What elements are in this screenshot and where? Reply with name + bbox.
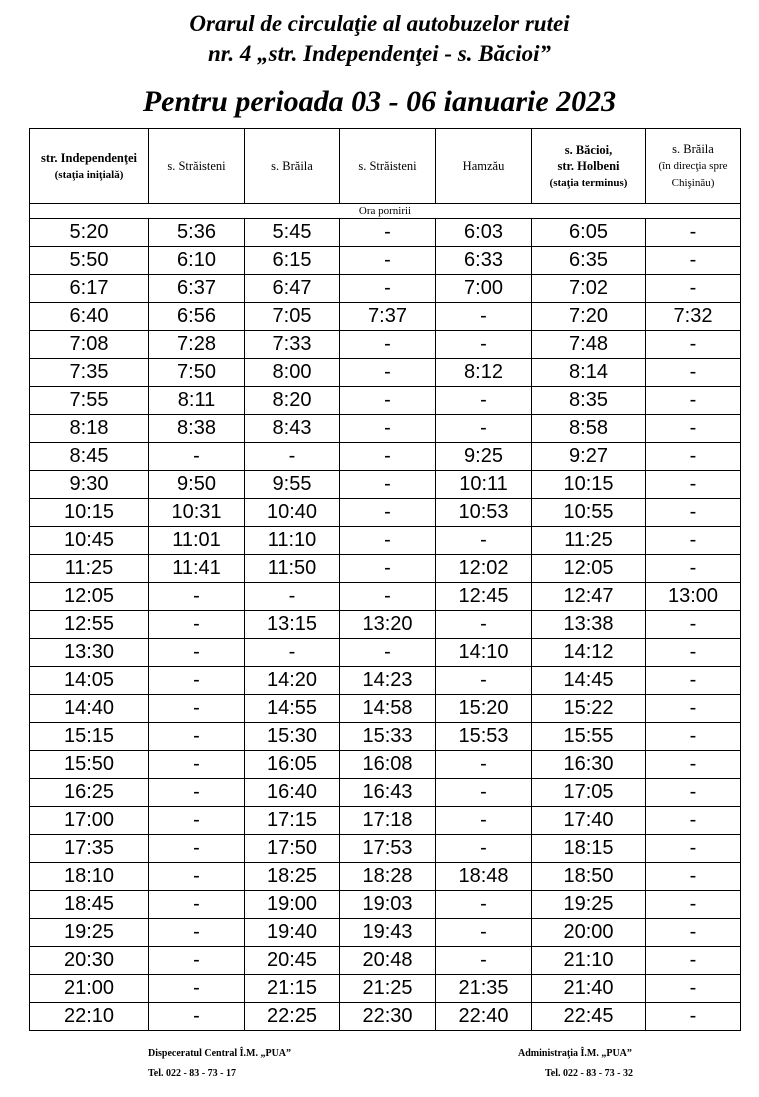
table-row [30, 331, 741, 359]
table-row [30, 863, 741, 891]
time-cell: - [245, 443, 340, 471]
column-header-hamzau [436, 129, 532, 204]
time-cell: 9:30 [30, 471, 149, 499]
time-cell: 7:48 [532, 331, 646, 359]
time-cell: 17:15 [245, 807, 340, 835]
time-cell: - [646, 779, 741, 807]
time-cell: 6:40 [30, 303, 149, 331]
table-row [30, 891, 741, 919]
departure-time-label: Ora pornirii [30, 204, 741, 219]
time-cell: - [340, 443, 436, 471]
time-cell: 20:48 [340, 947, 436, 975]
table-row [30, 611, 741, 639]
time-cell: - [245, 639, 340, 667]
time-cell: 22:30 [340, 1003, 436, 1031]
time-cell: 6:37 [149, 275, 245, 303]
time-cell: 15:30 [245, 723, 340, 751]
time-cell: 7:37 [340, 303, 436, 331]
time-cell: - [436, 667, 532, 695]
time-cell: 12:05 [532, 555, 646, 583]
time-cell: - [245, 583, 340, 611]
table-row [30, 751, 741, 779]
time-cell: 11:25 [30, 555, 149, 583]
time-cell: - [646, 527, 741, 555]
time-cell: - [340, 471, 436, 499]
time-cell: 6:33 [436, 247, 532, 275]
column-header-row [30, 129, 741, 204]
time-cell: - [436, 331, 532, 359]
administration-name: Administraţia Î.M. „PUA” [518, 1048, 632, 1059]
time-cell: 9:25 [436, 443, 532, 471]
time-cell: - [646, 947, 741, 975]
time-cell: 15:15 [30, 723, 149, 751]
time-cell: 12:47 [532, 583, 646, 611]
time-cell: 18:15 [532, 835, 646, 863]
time-cell: - [646, 639, 741, 667]
time-cell: - [340, 639, 436, 667]
time-cell: 5:45 [245, 219, 340, 247]
column-name: Hamzău [462, 159, 505, 173]
time-cell: - [340, 583, 436, 611]
time-cell: 14:23 [340, 667, 436, 695]
time-cell: 19:03 [340, 891, 436, 919]
time-cell: 13:00 [646, 583, 741, 611]
route-name: nr. 4 „str. Independenţei - s. Băcioi” [207, 41, 552, 66]
time-cell: 10:45 [30, 527, 149, 555]
time-cell: 6:15 [245, 247, 340, 275]
time-cell: 7:33 [245, 331, 340, 359]
time-cell: 8:11 [149, 387, 245, 415]
time-cell: - [646, 919, 741, 947]
time-cell: 6:10 [149, 247, 245, 275]
time-cell: 21:35 [436, 975, 532, 1003]
time-cell: - [646, 359, 741, 387]
time-cell: - [149, 919, 245, 947]
time-cell: 18:48 [436, 863, 532, 891]
time-cell: - [149, 863, 245, 891]
table-row [30, 499, 741, 527]
time-cell: - [646, 751, 741, 779]
administration-phone: Tel. 022 - 83 - 73 - 32 [545, 1068, 633, 1079]
table-row [30, 247, 741, 275]
time-cell: 7:00 [436, 275, 532, 303]
time-cell: 10:15 [532, 471, 646, 499]
time-cell: 16:30 [532, 751, 646, 779]
time-cell: 14:20 [245, 667, 340, 695]
column-note: (staţia iniţială) [54, 168, 124, 181]
time-cell: - [149, 779, 245, 807]
time-cell: 6:47 [245, 275, 340, 303]
time-cell: 22:25 [245, 1003, 340, 1031]
time-cell: 15:22 [532, 695, 646, 723]
time-cell: 14:05 [30, 667, 149, 695]
table-row [30, 1003, 741, 1031]
table-row [30, 303, 741, 331]
column-name: s. Străisteni [358, 159, 417, 173]
time-cell: - [646, 415, 741, 443]
time-cell: 10:55 [532, 499, 646, 527]
time-cell: 6:05 [532, 219, 646, 247]
time-cell: 5:20 [30, 219, 149, 247]
time-cell: 22:40 [436, 1003, 532, 1031]
time-cell: - [646, 219, 741, 247]
time-cell: 8:43 [245, 415, 340, 443]
time-cell: 17:18 [340, 807, 436, 835]
time-cell: 19:40 [245, 919, 340, 947]
time-cell: 13:30 [30, 639, 149, 667]
time-cell: 12:55 [30, 611, 149, 639]
time-cell: - [149, 835, 245, 863]
time-cell: 21:15 [245, 975, 340, 1003]
time-cell: - [646, 471, 741, 499]
time-cell: 15:50 [30, 751, 149, 779]
table-row [30, 415, 741, 443]
column-note: (în direcţia spre Chişinău) [658, 160, 728, 189]
time-cell: - [149, 807, 245, 835]
time-cell: 9:55 [245, 471, 340, 499]
time-cell: - [646, 555, 741, 583]
column-name: s. Băcioi, [564, 142, 613, 157]
time-cell: 16:25 [30, 779, 149, 807]
time-cell: 20:45 [245, 947, 340, 975]
time-cell: 7:50 [149, 359, 245, 387]
time-cell: - [646, 667, 741, 695]
time-cell: - [340, 555, 436, 583]
timetable [29, 128, 741, 1031]
time-cell: - [436, 611, 532, 639]
time-cell: 14:10 [436, 639, 532, 667]
time-cell: - [436, 807, 532, 835]
time-cell: - [149, 443, 245, 471]
time-cell: 18:28 [340, 863, 436, 891]
time-cell: 6:35 [532, 247, 646, 275]
column-header-straisteni [149, 129, 245, 204]
time-cell: - [340, 527, 436, 555]
column-header-straisteni-2 [340, 129, 436, 204]
table-row [30, 219, 741, 247]
time-cell: 13:38 [532, 611, 646, 639]
time-cell: 8:20 [245, 387, 340, 415]
time-cell: 10:31 [149, 499, 245, 527]
time-cell: 13:20 [340, 611, 436, 639]
table-row [30, 275, 741, 303]
time-cell: 6:56 [149, 303, 245, 331]
table-row [30, 471, 741, 499]
time-cell: 14:45 [532, 667, 646, 695]
time-cell: 15:53 [436, 723, 532, 751]
table-row [30, 555, 741, 583]
time-cell: - [436, 947, 532, 975]
time-cell: - [436, 891, 532, 919]
time-cell: 18:50 [532, 863, 646, 891]
time-cell: - [646, 331, 741, 359]
time-cell: 18:10 [30, 863, 149, 891]
time-cell: - [436, 527, 532, 555]
time-cell: 17:00 [30, 807, 149, 835]
time-cell: 11:50 [245, 555, 340, 583]
time-cell: - [340, 247, 436, 275]
table-row [30, 387, 741, 415]
time-cell: - [436, 919, 532, 947]
time-cell: 8:35 [532, 387, 646, 415]
time-cell: - [436, 303, 532, 331]
time-cell: 13:15 [245, 611, 340, 639]
time-cell: - [646, 863, 741, 891]
time-cell: - [436, 751, 532, 779]
table-row [30, 695, 741, 723]
time-cell: 7:20 [532, 303, 646, 331]
time-cell: - [436, 779, 532, 807]
time-cell: - [149, 975, 245, 1003]
table-row [30, 975, 741, 1003]
table-row [30, 639, 741, 667]
time-cell: 22:45 [532, 1003, 646, 1031]
time-cell: 8:38 [149, 415, 245, 443]
time-cell: 9:50 [149, 471, 245, 499]
time-cell: 7:55 [30, 387, 149, 415]
time-cell: - [646, 247, 741, 275]
time-cell: 22:10 [30, 1003, 149, 1031]
time-cell: 5:50 [30, 247, 149, 275]
time-cell: 21:40 [532, 975, 646, 1003]
time-cell: 12:05 [30, 583, 149, 611]
schedule-title: Orarul de circulaţie al autobuzelor rutei [189, 11, 570, 36]
time-cell: 8:12 [436, 359, 532, 387]
time-cell: - [149, 611, 245, 639]
time-cell: - [436, 835, 532, 863]
time-cell: 7:35 [30, 359, 149, 387]
subheader-row [30, 204, 741, 219]
table-row [30, 583, 741, 611]
time-cell: 14:55 [245, 695, 340, 723]
table-row [30, 919, 741, 947]
time-cell: 19:25 [532, 891, 646, 919]
time-cell: 10:40 [245, 499, 340, 527]
column-header-bacioi [532, 129, 646, 204]
time-cell: 19:00 [245, 891, 340, 919]
time-cell: 20:00 [532, 919, 646, 947]
time-cell: 21:25 [340, 975, 436, 1003]
time-cell: - [646, 499, 741, 527]
time-cell: - [149, 751, 245, 779]
time-cell: 17:40 [532, 807, 646, 835]
time-cell: 14:40 [30, 695, 149, 723]
time-cell: - [149, 583, 245, 611]
column-header-str-independentei [30, 129, 149, 204]
time-cell: 10:11 [436, 471, 532, 499]
time-cell: - [646, 695, 741, 723]
time-cell: 17:05 [532, 779, 646, 807]
time-cell: - [149, 695, 245, 723]
time-cell: 15:33 [340, 723, 436, 751]
time-cell: 7:32 [646, 303, 741, 331]
time-cell: 11:25 [532, 527, 646, 555]
time-cell: 21:00 [30, 975, 149, 1003]
time-cell: - [340, 359, 436, 387]
time-cell: 6:03 [436, 219, 532, 247]
table-row [30, 527, 741, 555]
time-cell: 18:25 [245, 863, 340, 891]
time-cell: - [149, 891, 245, 919]
time-cell: 11:41 [149, 555, 245, 583]
time-cell: - [340, 275, 436, 303]
time-cell: - [646, 275, 741, 303]
table-row [30, 779, 741, 807]
time-cell: 17:50 [245, 835, 340, 863]
time-cell: 7:05 [245, 303, 340, 331]
timetable-body [30, 219, 741, 1031]
time-cell: - [646, 807, 741, 835]
time-cell: - [340, 499, 436, 527]
time-cell: - [340, 219, 436, 247]
time-cell: - [646, 611, 741, 639]
time-cell: - [340, 387, 436, 415]
dispatcher-phone: Tel. 022 - 83 - 73 - 17 [148, 1068, 236, 1079]
time-cell: - [646, 723, 741, 751]
table-row [30, 443, 741, 471]
time-cell: 16:05 [245, 751, 340, 779]
time-cell: 15:55 [532, 723, 646, 751]
time-cell: - [646, 975, 741, 1003]
time-cell: - [340, 415, 436, 443]
column-name: s. Brăila [271, 159, 313, 173]
time-cell: 16:08 [340, 751, 436, 779]
time-cell: 7:08 [30, 331, 149, 359]
time-cell: 18:45 [30, 891, 149, 919]
time-cell: - [436, 387, 532, 415]
time-cell: - [646, 387, 741, 415]
table-row [30, 947, 741, 975]
column-header-braila [245, 129, 340, 204]
column-name-2: str. Holbeni [557, 158, 620, 173]
time-cell: 5:36 [149, 219, 245, 247]
time-cell: - [436, 415, 532, 443]
time-cell: 21:10 [532, 947, 646, 975]
column-header-braila-chisinau [646, 129, 741, 204]
time-cell: - [646, 443, 741, 471]
time-cell: 16:40 [245, 779, 340, 807]
table-row [30, 359, 741, 387]
time-cell: - [149, 723, 245, 751]
time-cell: 19:43 [340, 919, 436, 947]
time-cell: 9:27 [532, 443, 646, 471]
time-cell: - [646, 891, 741, 919]
time-cell: 11:01 [149, 527, 245, 555]
period-title: Pentru perioada 03 - 06 ianuarie 2023 [142, 85, 617, 118]
time-cell: 8:45 [30, 443, 149, 471]
column-name: s. Străisteni [167, 159, 226, 173]
time-cell: - [646, 1003, 741, 1031]
time-cell: 20:30 [30, 947, 149, 975]
time-cell: 17:35 [30, 835, 149, 863]
time-cell: - [646, 835, 741, 863]
time-cell: - [149, 947, 245, 975]
time-cell: 7:28 [149, 331, 245, 359]
time-cell: 8:18 [30, 415, 149, 443]
time-cell: - [149, 639, 245, 667]
column-note: (staţia terminus) [549, 176, 628, 189]
time-cell: 10:15 [30, 499, 149, 527]
time-cell: - [149, 1003, 245, 1031]
time-cell: 17:53 [340, 835, 436, 863]
time-cell: 14:58 [340, 695, 436, 723]
time-cell: 15:20 [436, 695, 532, 723]
table-row [30, 723, 741, 751]
time-cell: 8:00 [245, 359, 340, 387]
time-cell: 11:10 [245, 527, 340, 555]
time-cell: 10:53 [436, 499, 532, 527]
time-cell: 12:45 [436, 583, 532, 611]
table-row [30, 667, 741, 695]
time-cell: 16:43 [340, 779, 436, 807]
table-row [30, 835, 741, 863]
time-cell: 6:17 [30, 275, 149, 303]
time-cell: 19:25 [30, 919, 149, 947]
table-row [30, 807, 741, 835]
time-cell: 7:02 [532, 275, 646, 303]
time-cell: 8:58 [532, 415, 646, 443]
time-cell: - [149, 667, 245, 695]
column-name: s. Brăila [672, 142, 714, 156]
column-name: str. Independenţei [40, 150, 138, 165]
dispatcher-name: Dispeceratul Central Î.M. „PUA” [148, 1048, 292, 1059]
time-cell: - [340, 331, 436, 359]
time-cell: 8:14 [532, 359, 646, 387]
time-cell: 14:12 [532, 639, 646, 667]
time-cell: 12:02 [436, 555, 532, 583]
